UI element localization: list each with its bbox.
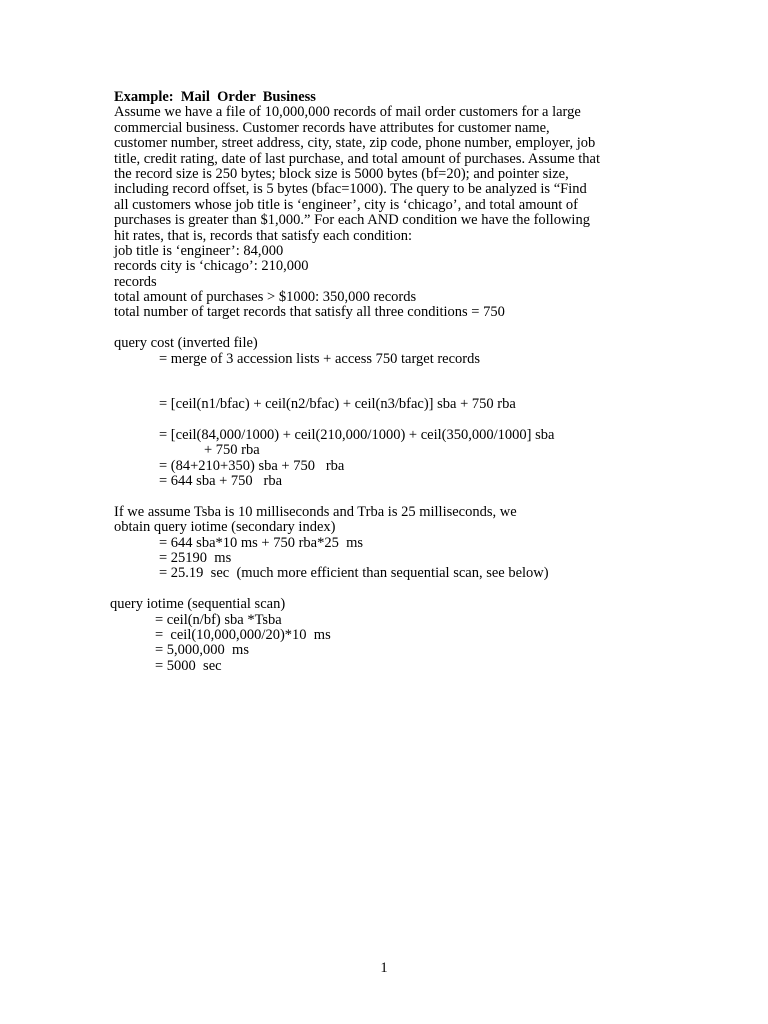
intro-paragraph xyxy=(114,105,734,320)
hit-rate-line: total amount of purchases > $1000: 350,000 records xyxy=(114,289,417,306)
target-records-line: total number of target records that satisfy all three conditions = 750 xyxy=(114,304,505,321)
sequential-scan-step: = 5000 sec xyxy=(155,657,222,674)
sequential-scan-section xyxy=(110,597,734,674)
query-cost-section xyxy=(114,336,734,489)
document-title: Example: Mail Order Business xyxy=(114,89,316,105)
query-cost-heading: query cost (inverted file) xyxy=(114,335,258,352)
intro-line: the record size is 250 bytes; block size is 5000 bytes (bf=20); and pointer size, xyxy=(114,165,569,182)
hit-rate-line: job title is ‘engineer’: 84,000 xyxy=(114,242,284,259)
cost-expand-continuation: + 750 rba xyxy=(204,442,260,459)
intro-line: purchases is greater than $1,000.” For each AND condition we have the following xyxy=(114,212,590,229)
intro-line: all customers whose job title is ‘engineer’, city is ‘chicago’, and total amount of xyxy=(114,196,579,213)
hit-rate-line: records city is ‘chicago’: 210,000 xyxy=(114,258,309,275)
cost-merge-line: = merge of 3 accession lists + access 750 target records xyxy=(159,350,481,367)
intro-line: commercial business. Customer records have attributes for customer name, xyxy=(114,119,550,136)
sequential-scan-heading: query iotime (sequential scan) xyxy=(110,596,286,613)
iotime-step: = 25190 ms xyxy=(159,549,232,566)
hit-rate-line: records xyxy=(114,273,157,290)
iotime-intro-line: If we assume Tsba is 10 milliseconds and Trba is 25 milliseconds, we xyxy=(114,503,517,520)
cost-total-line: = 644 sba + 750 rba xyxy=(159,472,283,489)
page-number: 1 xyxy=(380,960,388,976)
intro-line: customer number, street address, city, state, zip code, phone number, employer, job xyxy=(114,135,596,152)
iotime-step: = 25.19 sec (much more efficient than sequential scan, see below) xyxy=(159,565,549,582)
intro-line: title, credit rating, date of last purchase, and total amount of purchases. Assume that xyxy=(114,150,601,167)
sequential-scan-step: = ceil(n/bf) sba *Tsba xyxy=(155,611,282,628)
iotime-section xyxy=(114,505,734,582)
cost-formula-line: = [ceil(n1/bfac) + ceil(n2/bfac) + ceil(n3/bfac)] sba + 750 rba xyxy=(159,396,516,413)
intro-line: hit rates, that is, records that satisfy each condition: xyxy=(114,227,412,244)
iotime-step: = 644 sba*10 ms + 750 rba*25 ms xyxy=(159,534,364,551)
sequential-scan-step: = ceil(10,000,000/20)*10 ms xyxy=(155,626,331,643)
iotime-intro-line: obtain query iotime (secondary index) xyxy=(114,519,336,536)
cost-sum-line: = (84+210+350) sba + 750 rba xyxy=(159,457,345,474)
intro-line: Assume we have a file of 10,000,000 records of mail order customers for a large xyxy=(114,104,581,121)
intro-line: including record offset, is 5 bytes (bfac=1000). The query to be analyzed is “Find xyxy=(114,181,587,198)
sequential-scan-step: = 5,000,000 ms xyxy=(155,642,249,659)
cost-expand-line: = [ceil(84,000/1000) + ceil(210,000/1000) + ceil(350,000/1000] sba xyxy=(159,426,555,443)
document-body xyxy=(110,89,734,674)
